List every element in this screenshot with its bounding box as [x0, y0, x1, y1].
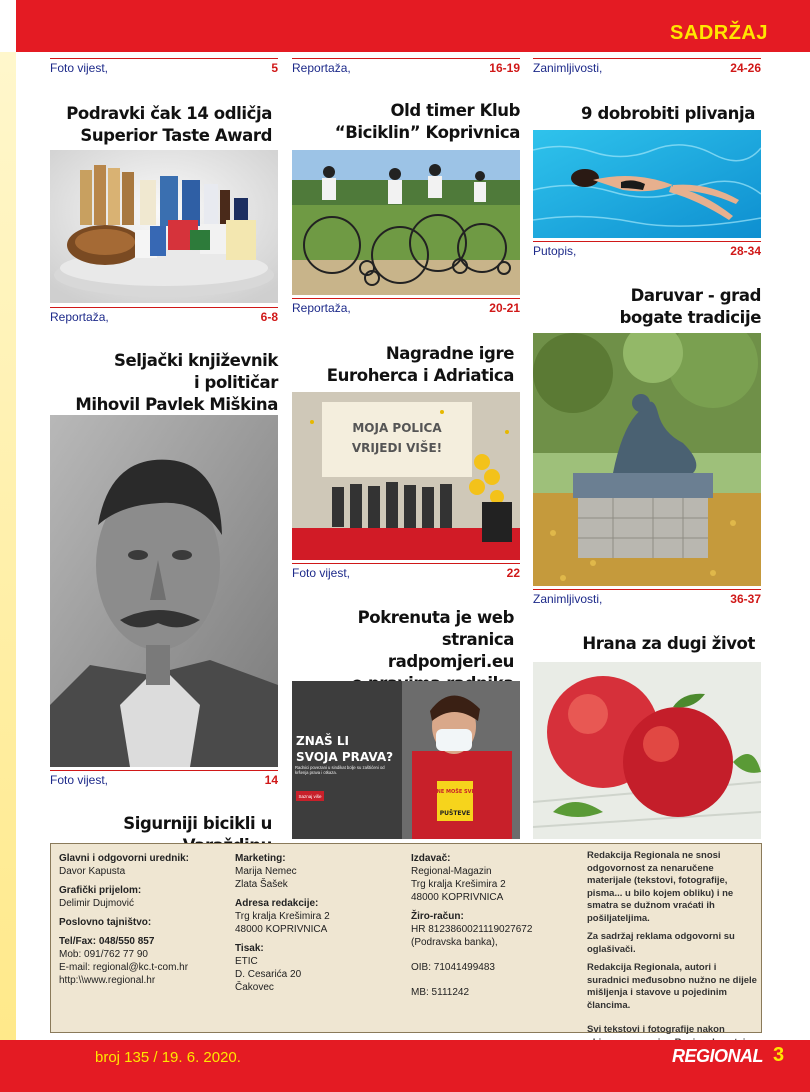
imprint-value: 48000 KOPRIVNICA: [411, 892, 504, 903]
biciklin-photo[interactable]: [292, 150, 520, 295]
caption-label: Putopis,: [533, 244, 577, 258]
daruvar-photo[interactable]: [533, 333, 761, 586]
imprint-heading: Adresa redakcije:: [235, 898, 319, 909]
caption-label: Foto vijest,: [50, 61, 109, 75]
imprint-value: HR 8123860021119027672: [411, 924, 533, 935]
podravka-products-illustration: [50, 150, 278, 303]
imprint-value: Davor Kapusta: [59, 866, 126, 877]
caption-page: 24-26: [730, 61, 761, 75]
headline-line: Nagradne igre: [385, 344, 514, 363]
caption-page: 6-8: [260, 310, 278, 324]
imprint-note: Svi tekstovi i fotografije nakon: [587, 1024, 725, 1035]
caption-daruvar[interactable]: [533, 589, 761, 607]
imprint-value: OIB: 71041499483: [411, 962, 495, 973]
caption-label: Zanimljivosti,: [533, 61, 603, 75]
portrait-illustration: [50, 415, 278, 767]
headline-nagradne-igre[interactable]: [292, 343, 514, 387]
imprint-value: MB: 5111242: [411, 987, 470, 998]
banner-line-2: VRIJEDI VIŠE!: [351, 441, 443, 455]
headline-line: “Biciklin” Koprivnica: [334, 123, 520, 142]
caption-label: Zanimljivosti,: [533, 592, 603, 606]
caption-foto-vijest-5[interactable]: [50, 58, 278, 76]
headline-line: Podravki čak 14 odličja: [66, 104, 272, 123]
caption-page: 14: [264, 773, 278, 787]
headline-line: 9 dobrobiti plivanja: [581, 104, 755, 123]
caption-label: Reportaža,: [50, 310, 109, 324]
headline-line: Superior Taste Award: [80, 126, 272, 145]
headline-line: Daruvar - grad: [630, 286, 761, 305]
radpomjeri-ad-photo[interactable]: [292, 681, 520, 839]
imprint-value: Zlata Šašek: [235, 879, 288, 890]
badge-line-1: NE MOŠE SVI: [436, 789, 474, 795]
headline-daruvar[interactable]: [533, 285, 761, 329]
ad-button-label: Saznaj više: [298, 794, 322, 799]
imprint-value: Regional-Magazin: [411, 866, 492, 877]
caption-reportaza-16-19[interactable]: [292, 58, 520, 76]
hrana-apples-photo[interactable]: [533, 662, 761, 839]
banner-line-1: MOJA POLICA: [352, 421, 442, 435]
ad-headline-1: ZNAŠ LI: [296, 734, 349, 748]
regional-logo: REGIONAL: [672, 1046, 764, 1066]
imprint-heading: Marketing:: [235, 853, 286, 864]
imprint-column-publisher: [411, 852, 581, 999]
caption-page: 28-34: [730, 244, 761, 258]
imprint-website[interactable]: http:\\www.regional.hr: [59, 975, 156, 986]
caption-page: 5: [271, 61, 278, 75]
imprint-heading: Žiro-račun:: [411, 911, 464, 922]
caption-page: 16-19: [489, 61, 520, 75]
podravka-award-photo[interactable]: [50, 150, 278, 303]
ad-body-text: Radnici povezani u sindikat bolje su zaštićeni od kršenja prava i otkaza.: [295, 765, 385, 775]
caption-nagradne-igre[interactable]: [292, 563, 520, 581]
imprint-value: D. Cesarića 20: [235, 969, 302, 980]
imprint-value: Mob: 091/762 77 90: [59, 949, 148, 960]
left-margin-stripe: [0, 52, 16, 1040]
prize-ceremony-illustration: [292, 392, 520, 560]
headline-line: i političar: [193, 373, 278, 392]
pavlek-portrait-photo[interactable]: [50, 415, 278, 767]
bottom-bar: [0, 1040, 810, 1092]
imprint-value: Trg kralja Krešimira 2: [235, 911, 330, 922]
headline-plivanje[interactable]: [533, 103, 755, 125]
imprint-box: [50, 843, 762, 1033]
headline-line: bogate tradicije: [619, 308, 761, 327]
imprint-value: Trg kralja Krešimira 2: [411, 879, 506, 890]
imprint-heading: Izdavač:: [411, 853, 451, 864]
imprint-value: Čakovec: [235, 982, 274, 993]
headline-line: Old timer Klub: [390, 101, 520, 120]
imprint-value: Marija Nemec: [235, 866, 297, 877]
imprint-email[interactable]: E-mail: regional@kc.t-com.hr: [59, 962, 189, 973]
imprint-note: Redakcija Regionala, autori i suradnici međusobno nužno ne dijele mišljenja i stavove u pojedinim člancima.: [587, 962, 757, 1011]
caption-plivanje[interactable]: [533, 241, 761, 259]
park-statue-illustration: [533, 333, 761, 586]
apples-illustration: [533, 662, 761, 839]
headline-biciklin[interactable]: [292, 100, 520, 144]
caption-label: Foto vijest,: [50, 773, 109, 787]
issue-info: broj 135 / 19. 6. 2020.: [95, 1049, 241, 1066]
imprint-heading: Poslovno tajništvo:: [59, 917, 152, 928]
top-bar: [16, 0, 810, 52]
imprint-note: Redakcija Regionala ne snosi odgovornost za nenaručene materijale (tekstovi, fotografije, pisma... u bilo kojem obliku) i ne smatra se dužnom vraćati ih pošiljateljima.: [587, 850, 734, 924]
headline-line: Sigurniji bicikli u: [123, 814, 272, 833]
badge-line-2: PUŠTEVE: [439, 810, 471, 817]
imprint-heading: Tel/Fax: 048/550 857: [59, 936, 155, 947]
caption-page: 36-37: [730, 592, 761, 606]
caption-podravka[interactable]: [50, 307, 278, 325]
section-title: SADRŽAJ: [670, 22, 768, 44]
imprint-value: ETIC: [235, 956, 258, 967]
caption-label: Foto vijest,: [292, 566, 351, 580]
caption-label: Reportaža,: [292, 61, 351, 75]
headline-line: radpomjeri.eu: [387, 652, 514, 671]
headline-line: Pokrenuta je web stranica: [357, 608, 514, 649]
caption-pavlek[interactable]: [50, 770, 278, 788]
headline-line: Euroherca i Adriatica: [326, 366, 514, 385]
caption-page: 20-21: [489, 301, 520, 315]
imprint-heading: Grafički prijelom:: [59, 885, 142, 896]
imprint-value: (Podravska banka),: [411, 937, 498, 948]
headline-hrana[interactable]: [533, 633, 755, 655]
plivanje-photo[interactable]: [533, 130, 761, 238]
imprint-heading: Glavni i odgovorni urednik:: [59, 853, 190, 864]
imprint-column-editorial: [59, 852, 229, 987]
caption-label: Reportaža,: [292, 301, 351, 315]
caption-page: 22: [506, 566, 520, 580]
worker-rights-ad-illustration: [292, 681, 520, 839]
caption-zanimljivosti-24-26[interactable]: [533, 58, 761, 76]
imprint-column-notes: [587, 850, 757, 1062]
headline-podravka[interactable]: [50, 103, 272, 147]
ad-headline-2: SVOJA PRAVA?: [296, 750, 394, 764]
imprint-value: Delimir Dujmović: [59, 898, 135, 909]
headline-line: Mihovil Pavlek Miškina: [75, 395, 278, 414]
headline-line: Hrana za dugi život: [582, 634, 755, 653]
imprint-note: Za sadržaj reklama odgovorni su oglašivači.: [587, 931, 735, 955]
page-number: 3: [773, 1044, 785, 1066]
imprint-column-marketing: [235, 852, 405, 994]
imprint-value: 48000 KOPRIVNICA: [235, 924, 328, 935]
nagradne-igre-photo[interactable]: [292, 392, 520, 560]
caption-biciklin[interactable]: [292, 298, 520, 316]
headline-line: Seljački književnik: [113, 351, 278, 370]
imprint-heading: Tisak:: [235, 943, 264, 954]
headline-pavlek[interactable]: [50, 350, 278, 416]
swimmer-pool-illustration: [533, 130, 761, 238]
penny-farthing-riders-illustration: [292, 150, 520, 295]
